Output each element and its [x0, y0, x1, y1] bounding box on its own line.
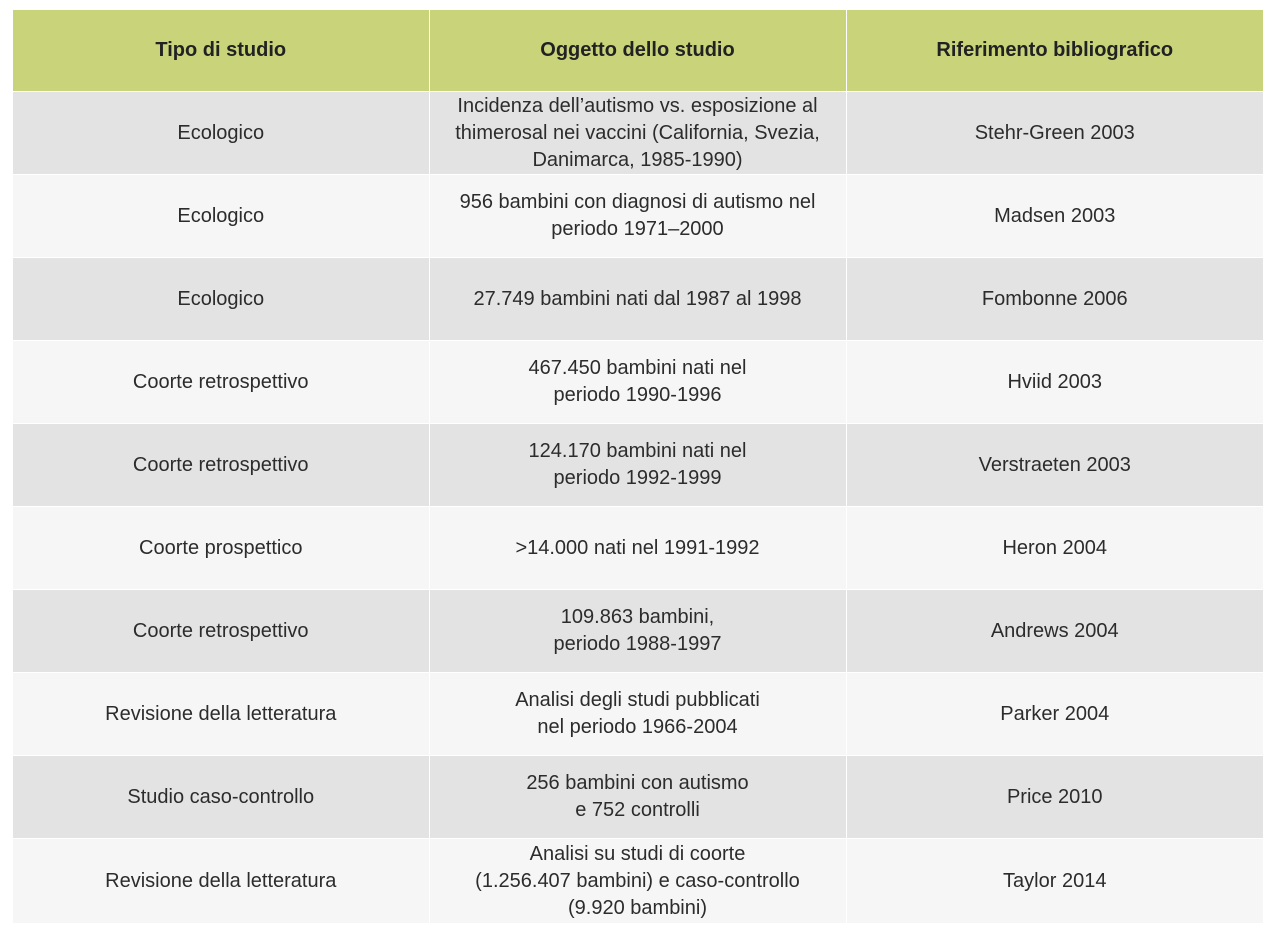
cell-riferimento-bibliografico: Andrews 2004 — [846, 590, 1263, 673]
cell-oggetto-line: e 752 controlli — [575, 799, 700, 821]
cell-oggetto-dello-studio — [429, 756, 846, 839]
cell-oggetto-dello-studio — [429, 673, 846, 756]
cell-tipo-di-studio: Ecologico — [13, 258, 429, 341]
cell-oggetto-dello-studio — [429, 258, 846, 341]
table-row — [13, 92, 1263, 175]
cell-oggetto-line: Analisi su studi di coorte — [529, 842, 746, 865]
table-body — [13, 92, 1263, 924]
cell-tipo-di-studio: Coorte retrospettivo — [13, 424, 429, 507]
cell-riferimento-bibliografico: Price 2010 — [846, 756, 1263, 839]
cell-oggetto-line: periodo 1988-1997 — [553, 633, 722, 655]
header-tipo-di-studio: Tipo di studio — [13, 10, 429, 92]
table-row — [13, 590, 1263, 673]
cell-oggetto-dello-studio — [429, 92, 846, 175]
table-row — [13, 175, 1263, 258]
cell-riferimento-bibliografico: Hviid 2003 — [846, 341, 1263, 424]
cell-oggetto-line: Incidenza dell’autismo vs. esposizione al — [457, 94, 818, 117]
cell-tipo-di-studio: Revisione della letteratura — [13, 839, 429, 924]
cell-oggetto-dello-studio — [429, 507, 846, 590]
cell-tipo-di-studio: Ecologico — [13, 175, 429, 258]
cell-oggetto-line: 256 bambini con autismo — [526, 772, 749, 794]
table-row — [13, 839, 1263, 924]
cell-oggetto-line: periodo 1990-1996 — [553, 384, 722, 406]
table-row — [13, 673, 1263, 756]
cell-riferimento-bibliografico: Heron 2004 — [846, 507, 1263, 590]
table-row — [13, 258, 1263, 341]
cell-riferimento-bibliografico: Fombonne 2006 — [846, 258, 1263, 341]
cell-oggetto-dello-studio — [429, 175, 846, 258]
cell-tipo-di-studio: Coorte retrospettivo — [13, 341, 429, 424]
table-row — [13, 424, 1263, 507]
table-row — [13, 341, 1263, 424]
cell-riferimento-bibliografico: Parker 2004 — [846, 673, 1263, 756]
cell-oggetto-dello-studio — [429, 839, 846, 924]
cell-oggetto-line: >14.000 nati nel 1991-1992 — [515, 536, 760, 559]
table-row — [13, 756, 1263, 839]
cell-oggetto-line: Danimarca, 1985-1990) — [532, 148, 743, 171]
cell-tipo-di-studio: Revisione della letteratura — [13, 673, 429, 756]
studies-table — [13, 10, 1263, 923]
cell-tipo-di-studio: Ecologico — [13, 92, 429, 175]
header-riferimento-bibliografico: Riferimento bibliografico — [846, 10, 1263, 92]
cell-oggetto-line: (1.256.407 bambini) e caso-controllo — [475, 869, 800, 892]
cell-oggetto-line: periodo 1992-1999 — [553, 467, 722, 489]
cell-riferimento-bibliografico: Stehr-Green 2003 — [846, 92, 1263, 175]
cell-oggetto-line: nel periodo 1966-2004 — [537, 716, 738, 738]
cell-oggetto-line: 467.450 bambini nati nel — [528, 357, 747, 379]
cell-riferimento-bibliografico: Verstraeten 2003 — [846, 424, 1263, 507]
cell-oggetto-dello-studio — [429, 341, 846, 424]
cell-oggetto-line: 956 bambini con diagnosi di autismo nel — [459, 191, 816, 213]
cell-oggetto-line: 27.749 bambini nati dal 1987 al 1998 — [473, 287, 802, 310]
cell-oggetto-line: 124.170 bambini nati nel — [528, 440, 747, 462]
cell-riferimento-bibliografico: Taylor 2014 — [846, 839, 1263, 924]
studies-table-container — [13, 10, 1263, 923]
cell-oggetto-line: 109.863 bambini, — [560, 606, 715, 628]
cell-oggetto-line: periodo 1971–2000 — [551, 218, 724, 240]
cell-tipo-di-studio: Coorte prospettico — [13, 507, 429, 590]
cell-oggetto-line: Analisi degli studi pubblicati — [515, 689, 760, 711]
header-oggetto-dello-studio: Oggetto dello studio — [429, 10, 846, 92]
table-row — [13, 507, 1263, 590]
cell-oggetto-line: (9.920 bambini) — [568, 896, 707, 919]
cell-oggetto-dello-studio — [429, 424, 846, 507]
header-row — [13, 10, 1263, 92]
cell-riferimento-bibliografico: Madsen 2003 — [846, 175, 1263, 258]
cell-tipo-di-studio: Studio caso-controllo — [13, 756, 429, 839]
cell-tipo-di-studio: Coorte retrospettivo — [13, 590, 429, 673]
cell-oggetto-dello-studio — [429, 590, 846, 673]
table-header — [13, 10, 1263, 92]
cell-oggetto-line: thimerosal nei vaccini (California, Svezia, — [455, 121, 820, 144]
